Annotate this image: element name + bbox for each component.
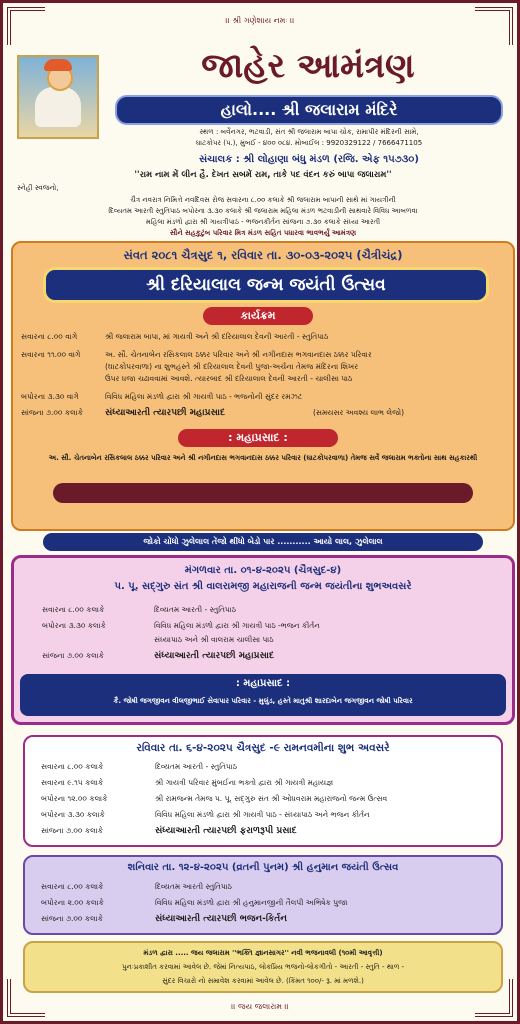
subtitle-banner: હાલો.... શ્રી જલારામ મંદિરે [115,95,503,125]
section-valramji [11,555,515,725]
invocation-line: ।। શ્રી ગણેશાય નમઃ ।। [225,16,295,25]
festival-title: શ્રી દરિયાલાલ જન્મ જયંતી ઉત્સવ [43,267,489,303]
greeting: સ્નેહી સ્વજનો, [17,184,59,192]
jhulelal-banner: જોકો ચોંધો ઝુલેલાલ તેંજો થીંધો બેડો પાર ........... આયો લાલ, ઝુલેલાલ [43,533,483,551]
program-row: સાંજના ૭.૦૦ કલાકે સંધ્યાઆરતી ત્યારપછી મહાપ્રસાદ [42,651,275,661]
section3-title: રવિવાર તા. ૬-૪-૨૦૨૫ ચૈત્રસુદ -૯ રામનવમીના શુભ અવસરે [136,742,390,754]
program-row: (ઘાટકોપરવાળા) ના શુભહસ્તે શ્રી દરિયાલાલ દેવની પુજા-અર્ચના તેમજ મંદિરના શિખર [105,362,359,371]
program-row: બપોરના ૩.૩૦ કલાકે વિવિધ મહિલા મંડળો દ્વારા શ્રી ગાયત્રી પાઠ - સંધ્યાપાઠ અને ભજન કીર્તન [41,810,370,819]
address-line-1: સ્થળ : બર્વેનગર, ભટવાડી, સંત શ્રી જલારામ બાપા ચોક, રામાપીર મંદિરની સામે, [199,128,419,136]
page-title: જાહેર આમંત્રણ [201,46,415,86]
program-row: સંધ્યાપાઠ અને શ્રી વાલરામ ચાલીસા પાઠ [154,635,274,644]
program-row: સવારના ૮.૦૦ વાગે શ્રી જલારામ બાપા, માં ગાયત્રી અને શ્રી દરિયાલાલ દેવની આરતી - સ્તુતિપાઠ [21,332,329,341]
program-row: સાંજના ૭.૦૦ કલાકે સંધ્યાઆરતી ત્યારપછી ફરાળરૂપી પ્રસાદ [41,826,297,836]
section-hanuman [23,855,503,935]
mahaprasad-text: અ. સૌ. ચેતનાબેન રસિકલાલ ઠક્કર પરિવાર અને શ્રી નગીનદાસ ભગવાનદાસ ઠક્કર પરિવાર (ઘાટકોપરવાળા) તેમજ સર્વે જલારામ ભક્તોના સાથ સહકારથી [48,454,478,462]
book-line: પુનઃપ્રકાશીત કરવામાં આવેલ છે. જેમાં નિત્યપાઠ, લોકપ્રિય ભજનો-લોકગીતો - આરતી - સ્તુતિ - થાળ - [121,963,405,971]
program-row: સવારના ૮.૦૦ કલાકે દિવ્યતમ આરતી સ્તુતિપાઠ [41,882,232,891]
program-row: બપોરના ૨.૦૦ કલાકે વિવિધ મહિલા મંડળો દ્વારા શ્રી હનુમાનજીની તૈલપી અભિષેક પુજા [41,898,348,907]
section2-title: પ. પૂ. સદ્‌ગુરુ સંત શ્રી વાલરામજી મહારાજની જન્મ જયંતીના શુભઅવસરે [114,581,412,592]
corner-ornament [475,7,513,45]
program-row: સવારના ૧૧.૦૦ વાગે અ. સૌ. ચેતનાબેન રસિકલાલ ઠક્કર પરિવાર અને શ્રી નગીનદાસ ભગવાનદાસ ઠક્કર પરિવાર [21,350,372,359]
saint-image [17,55,99,139]
section-darialal [11,241,515,531]
program-row: બપોરના ૩.૩૦ કલાકે વિવિધ મહિલા મંડળો દ્વારા શ્રી ગાયત્રી પાઠ -ભજન કીર્તન [42,621,320,630]
program-label: કાર્યક્રમ [203,307,313,325]
section4-title: શનિવાર તા. ૧૨-૪-૨૦૨૫ (વ્રતની પુનમ) શ્રી હનુમાન જયંતી ઉત્સવ [127,862,399,873]
program-row: ઉપર ધજા ચઢાવવામાં આવશે. ત્યારબાદ શ્રી દરિયાલાલ દેવની આરતી - ચાલીસા પાઠ [105,374,353,383]
intro-line: મહિલા મંડળો દ્વારા શ્રી ગાયત્રીપાઠ - ભજનકીર્તન સાંજના ૭.૩૦ કલાકે સંધ્યા આરતી [145,218,381,226]
program-row: સવારના ૮.૦૦ કલાકે દિવ્યતમ આરતી - સ્તુતિપાઠ [41,762,237,771]
mahaprasad-label: : મહાપ્રસાદ : [178,429,338,447]
program-row: સવારના ૯.૧૫ કલાકે શ્રી ગાયત્રી પરિવાર મુંબઈના ભક્તો દ્વારા શ્રી ગાયત્રી મહાયજ્ઞ [41,778,334,787]
book-line: મંડળ દ્વારા ..... જય જલારામ ''ભક્તિ જ્ઞાનસાગર'' નવી ભજનાવલી (૧૦મી આવૃત્તી) [143,949,383,957]
mahaprasad-text: કૈ. જોષી જગજીવન વીલજીભાઈ સેવાપાર પરિવાર - મુલુંડ, હસ્તે માતુશ્રી શારદાબેન જગજીવન જોષી પરિવાર [113,697,413,705]
program-row: સાંજના ૭.૦૦ કલાકે સંધ્યાઆરતી ત્યારપછી ભજન-કિર્તન [41,914,287,924]
section2-date: મંગળવાર તા. ૦૧-૪-૨૦૨૫ (ચૈત્રસુદ-૪) [184,565,342,576]
footer-line: ।। જય જલારામ ।। [231,1002,289,1011]
corner-ornament [7,7,45,45]
address-line-2: ઘાટકોપર (પ.), મુંબઈ - ૪૦૦ ૦૮૪. મોબાઈલ : 9920329122 / 7666471105 [195,139,423,147]
intro-line: ચૈત્ર નવરાત્ર નિમિત્તે નવદિવસ રોજ સવારના ૮.૦૦ કલાકે શ્રી જલારામ બાપાની સાથે માં ગાયત્રીની [130,196,396,204]
intro-line: સૌને સહકુટુંબ પરિવાર મિત્ર મંડળ સહિત પધારવા ભાવભર્યું આમંત્રણ [169,229,357,237]
section1-date: સંવત ૨૦૮૧ ચૈત્રસુદ ૧, રવિવાર તા. ૩૦-૦૩-૨૦૨૫ (ચૈત્રીચંદ્ર) [123,248,403,262]
mahaprasad-label: : મહાપ્રસાદ : [235,678,291,689]
decor-strip [53,483,473,503]
program-row: બપોરના ૩.૩૦ વાગે વિવિધ મહિલા મંડળો દ્વારા શ્રી ગાયત્રી પાઠ - ભજનોની સુંદર રમઝટ [21,392,303,401]
organizer-line: સંચાલક : શ્રી લોહાણા બંધુ મંડળ (રજિ. એફ ૧૫૭૩૦) [199,154,419,165]
book-line: સુંદર વિચારો નો સમાવેશ કરવામાં આવેલ છે. (કિંમત ૧૦૦/- રૂ. માં મળશે.) [162,977,364,985]
program-row: સાંજના ૭.૦૦ કલાકે સંધ્યાઆરતી ત્યારપછી મહાપ્રસાદ (સમયસર અવશ્ય લાભ લેજો) [21,408,404,418]
program-row: સવારના ૮.૦૦ કલાકે દિવ્યતમ આરતી - સ્તુતિપાઠ [42,605,236,614]
program-row: બપોરના ૧૨.૦૦ કલાકે શ્રી રામજન્મ તેમજ પ. પૂ. સદ્‌ગુરુ સંત શ્રી ઓધવરામ મહારાજનો જન્મ ઉત્સવ [41,794,388,803]
section-ramnavmi [23,735,503,847]
intro-line: દિવ્યતમ આરતી સ્તુતિપાઠ બપોરના ૩.૩૦ કલાકે શ્રી જલારામ મહિલા મંડળ ભટવાડીની સાથવારે વિવિધ આબળવા [108,207,418,215]
book-notice [23,941,503,993]
quote-line: ''રામ નામ મેં લીન હૈ. દેખત સબમેં રામ, તાકે પદ વંદન કરું બાપા જલારામ'' [134,170,392,180]
mahaprasad-box [20,674,506,716]
